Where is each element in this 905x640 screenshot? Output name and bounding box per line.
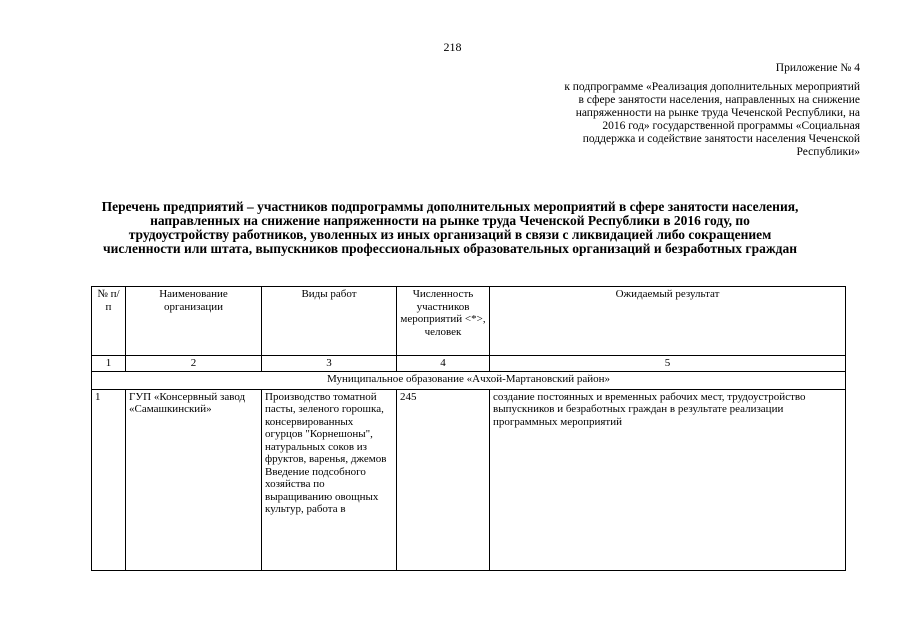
- column-number: 2: [126, 356, 262, 372]
- header-works: Виды работ: [262, 287, 397, 356]
- row-number: 1: [92, 389, 126, 570]
- appendix-title: Приложение № 4: [775, 62, 860, 74]
- section-row: [92, 371, 846, 389]
- header-number: № п/п: [92, 287, 126, 356]
- page-number: 218: [443, 40, 462, 54]
- header-organization: Наименование организации: [126, 287, 262, 356]
- row-result: создание постоянных и временных рабочих мест, трудоустройство выпускников и безработных граждан в результате реализации программных мероприятий: [490, 389, 846, 570]
- column-number: 4: [397, 356, 490, 372]
- column-number: 1: [92, 356, 126, 372]
- row-works: Производство томатной пасты, зеленого горошка, консервированных огурцов "Корнешоны", натуральных соков из фруктов, варенья, джемов Введение подсобного хозяйства по выращиванию овощных культур, работа в: [262, 389, 397, 570]
- appendix-text: к подпрограмме «Реализация дополнительных мероприятий в сфере занятости населения, направленных на снижение напряженности на рынке труда Чеченской Республики, на 2016 год» государственной программы «Социальная поддержка и содействие занятости населения Чеченской Республики»: [564, 81, 860, 158]
- enterprises-table: [91, 286, 846, 571]
- column-numbers-row: [92, 356, 846, 372]
- document-title: Перечень предприятий – участников подпрограммы дополнительных мероприятий в сфере занятости населения, направленных на снижение напряженности на рынке труда Чеченской Республики в 2016 году, по трудоустройству работников, уволенных из иных организаций в связи с ликвидацией либо сокращением численности или штата, выпускников профессиональных образовательных организаций и безработных граждан: [101, 199, 799, 256]
- header-count: Численность участников мероприятий <*>, человек: [397, 287, 490, 356]
- row-organization: ГУП «Консервный завод «Самашкинский»: [126, 389, 262, 570]
- column-number: 3: [262, 356, 397, 372]
- column-number: 5: [490, 356, 846, 372]
- table-row: [92, 389, 846, 570]
- row-count: 245: [397, 389, 490, 570]
- header-result: Ожидаемый результат: [490, 287, 846, 356]
- table-header-row: [92, 287, 846, 356]
- section-title: Муниципальное образование «Ачхой-Мартановский район»: [92, 371, 846, 389]
